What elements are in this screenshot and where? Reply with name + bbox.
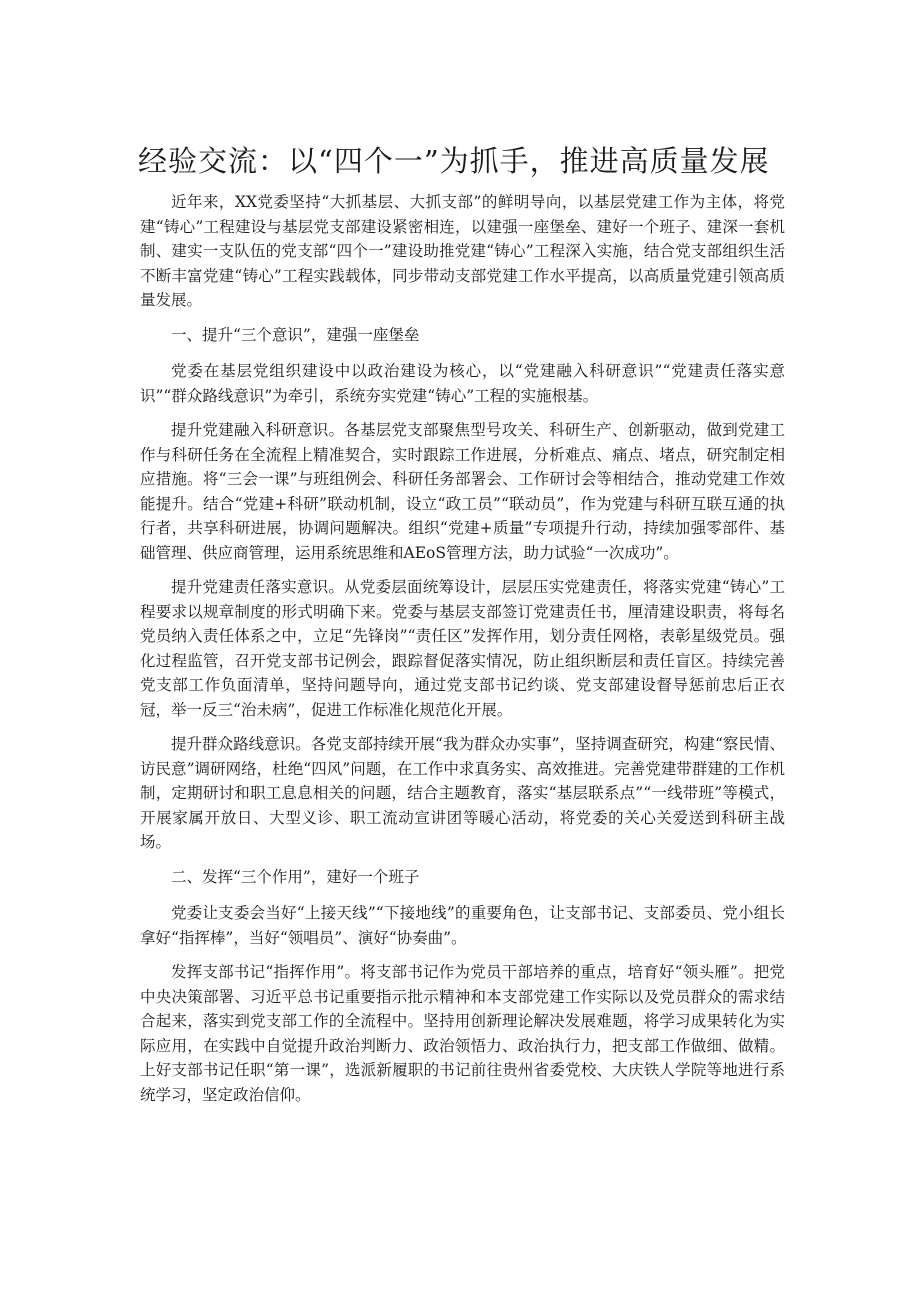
responsibility-awareness-paragraph: 提升党建责任落实意识。从党委层面统筹设计，层层压实党建责任，将落实党建“铸心”工程要求以规章制度的形式明确下来。党委与基层支部签订党建责任书，厘清建设职责，将每名党员纳入责任体系之中，立足“先锋岗”“责任区”发挥作用，划分责任网格，表彰星级党员。强化过程监管，召开党支部书记例会，跟踪督促落实情况，防止组织断层和责任盲区。持续完善党支部工作负面清单，坚持问题导向，通过党支部书记约谈、党支部建设督导惩前忠后正衣冠，举一反三“治未病”，促进工作标准化规范化开展。 — [140, 578, 785, 719]
document-title: 经验交流：以“四个一”为抓手，推进高质量发展 — [138, 144, 770, 178]
research-awareness-paragraph: 提升党建融入科研意识。各基层党支部聚焦型号攻关、科研生产、创新驱动，做到党建工作与科研任务在全流程上精准契合，实时跟踪工作进展，分析难点、痛点、堵点，研究制定相应措施。将“三会一课”与班组例会、科研任务部署会、工作研讨会等相结合，推动党建工作效能提升。结合“党建+科研”联动机制，设立“政工员”“联动员”，作为党建与科研互联互通的执行者，共享科研进展，协调问题解决。组织“党建+质量”专项提升行动，持续加强零部件、基础管理、供应商管理，运用系统思维和AEoS管理方法，助力试验“一次成功”。 — [140, 421, 785, 562]
document-body — [140, 190, 785, 1117]
section-1-lead-paragraph: 党委在基层党组织建设中以政治建设为核心，以“党建融入科研意识”“党建责任落实意识”“群众路线意识”为牵引，系统夯实党建“铸心”工程的实施根基。 — [140, 362, 785, 405]
section-heading-2: 二、发挥“三个作用”，建好一个班子 — [171, 867, 420, 886]
intro-paragraph: 近年来，XX党委坚持“大抓基层、大抓支部”的鲜明导向，以基层党建工作为主体，将党建“铸心”工程建设与基层党支部建设紧密相连，以建强一座堡垒、建好一个班子、建深一套机制、建实一支队伍的党支部“四个一”建设助推党建“铸心”工程深入实施，结合党支部组织生活不断丰富党建“铸心”工程实践载体，同步带动支部党建工作水平提高，以高质量党建引领高质量发展。 — [140, 193, 785, 309]
secretary-role-paragraph: 发挥支部书记“指挥作用”。将支部书记作为党员干部培养的重点，培育好“领头雁”。把党中央决策部署、习近平总书记重要指示批示精神和本支部党建工作实际以及党员群众的需求结合起来，落实到党支部工作的全流程中。坚持用创新理论解决发展难题，将学习成果转化为实际应用，在实践中自觉提升政治判断力、政治领悟力、政治执行力，把支部工作做细、做精。上好支部书记任职“第一课”，选派新履职的书记前往贵州省委党校、大庆铁人学院等地进行系统学习，坚定政治信仰。 — [140, 963, 785, 1104]
section-2-lead-paragraph: 党委让支委会当好“上接天线”“下接地线”的重要角色，让支部书记、支部委员、党小组长拿好“指挥棒”，当好“领唱员”、演好“协奏曲”。 — [140, 904, 785, 947]
section-heading-1: 一、提升“三个意识”，建强一座堡垒 — [171, 325, 420, 344]
mass-line-awareness-paragraph: 提升群众路线意识。各党支部持续开展“我为群众办实事”，坚持调查研究，构建“察民情、访民意”调研网络，杜绝“四风”问题，在工作中求真务实、高效推进。完善党建带群建的工作机制，定期研讨和职工息息相关的问题，结合主题教育，落实“基层联系点”“一线带班”等模式，开展家属开放日、大型义诊、职工流动宣讲团等暖心活动，将党委的关心关爱送到科研主战场。 — [140, 735, 785, 851]
